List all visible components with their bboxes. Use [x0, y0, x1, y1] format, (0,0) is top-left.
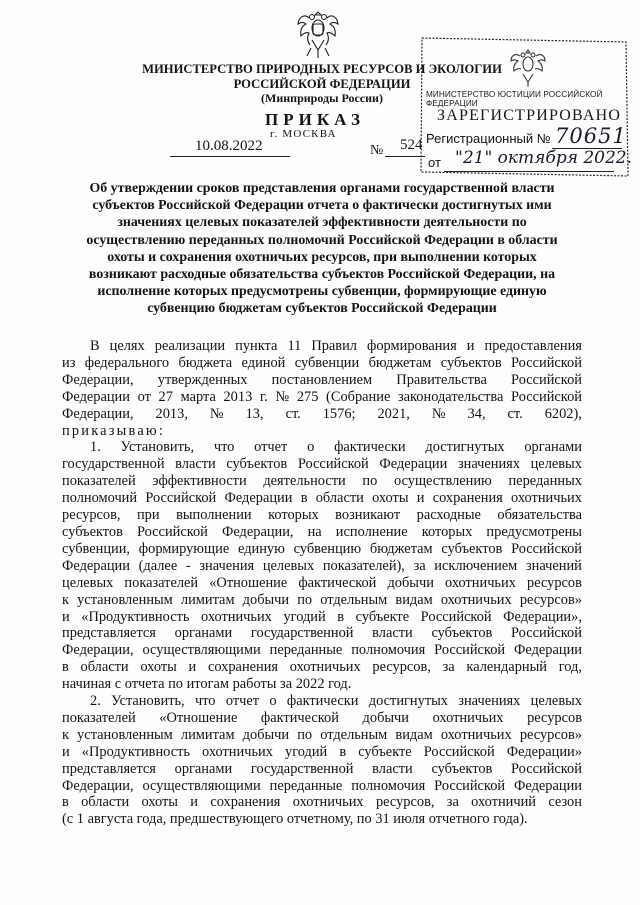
- body-word: добычи: [362, 709, 409, 726]
- body-word: и: [188, 659, 197, 676]
- document-type: ПРИКАЗ: [265, 110, 365, 129]
- title-line: субъектов Российской Федерации отчета о фактически достигнутых ими: [92, 198, 552, 214]
- body-word: субъектов: [441, 540, 503, 557]
- body-word: ст.: [285, 405, 301, 422]
- body-word: охотничьих: [440, 726, 512, 743]
- body-word: формирования: [367, 338, 457, 354]
- body-word: субъектов: [431, 625, 493, 642]
- body-word: полномочия: [351, 777, 426, 794]
- body-word: 1.: [90, 439, 101, 456]
- body-word: субъекте: [355, 608, 410, 625]
- body-word: значениях: [457, 456, 520, 473]
- body-word: власти: [372, 625, 413, 642]
- body-word: органами: [174, 625, 233, 642]
- body-word: лимитам: [180, 591, 235, 608]
- body-word: реализации: [154, 338, 226, 354]
- body-word: «Отношение: [209, 574, 288, 591]
- body-word: добычи: [242, 591, 290, 608]
- body-word: (Собрание: [326, 388, 391, 405]
- body-word: «Отношение: [159, 709, 238, 726]
- body-word: охотничьих: [289, 659, 361, 676]
- body-word: №: [431, 405, 446, 422]
- body-line: [62, 490, 582, 507]
- body-word: ресурсов,: [62, 507, 121, 524]
- body-word: области: [315, 490, 364, 507]
- body-word: переданные: [269, 642, 343, 659]
- body-word: расходные: [416, 507, 481, 524]
- body-word: субвенцию: [293, 540, 362, 557]
- body-word: переданные: [269, 777, 343, 794]
- body-word: Российской: [297, 456, 369, 473]
- body-word: марта: [180, 388, 216, 405]
- body-line: [62, 693, 582, 710]
- body-word: фактической: [260, 709, 339, 726]
- body-word: эффективности: [152, 473, 247, 490]
- body-line: [62, 592, 582, 609]
- body-word: которых: [421, 523, 473, 540]
- body-line: [62, 659, 582, 676]
- body-word: целевых: [262, 557, 315, 574]
- body-word: Российской: [136, 523, 208, 540]
- body-word: 2021,: [377, 405, 410, 422]
- body-word: и: [416, 490, 425, 507]
- body-word: охотничьих: [445, 574, 516, 591]
- body-word: субъекте: [358, 743, 412, 760]
- body-word: единую: [238, 540, 285, 557]
- body-line: [62, 473, 582, 490]
- title-line: значениях целевых показателей эффективности деятельности по: [117, 215, 527, 231]
- body-word: субъектов: [431, 760, 493, 777]
- date-underline: [170, 156, 290, 157]
- body-word: лимитам: [180, 726, 235, 743]
- body-word: отдельным: [320, 591, 388, 608]
- body-word: год,: [558, 659, 582, 676]
- body-word: субвенции: [294, 354, 360, 371]
- body-word: предоставления: [484, 338, 582, 354]
- body-word: осуществляющими: [142, 642, 261, 659]
- body-word: В: [90, 338, 100, 354]
- body-text: начиная с отчета по итогам работы за 2022 год.: [62, 676, 352, 693]
- body-word: целях: [109, 338, 145, 354]
- body-word: к: [62, 726, 69, 743]
- body-word: Российской: [145, 490, 217, 507]
- body-line: [62, 794, 582, 811]
- ministry-name: МИНИСТЕРСТВО ПРИРОДНЫХ РЕСУРСОВ И ЭКОЛОГИИ: [142, 62, 502, 76]
- body-word: 2013: [223, 388, 253, 405]
- body-word: Установить,: [120, 439, 195, 456]
- body-word: 275: [296, 388, 319, 405]
- body-word: Российской: [511, 371, 582, 388]
- body-word: Установить,: [111, 693, 185, 710]
- body-word: календарный: [466, 659, 547, 676]
- body-line: [62, 439, 582, 456]
- body-word: субъектов: [62, 523, 123, 540]
- body-word: Федерации»: [506, 743, 582, 760]
- body-word: исполнение: [335, 523, 408, 540]
- body-word: полномочий: [62, 490, 138, 507]
- body-word: ресурсов,: [372, 659, 431, 676]
- body-word: осуществлению: [394, 473, 492, 490]
- body-word: видам: [395, 591, 433, 608]
- stamp-date-underline: [444, 171, 614, 172]
- body-word: Российской: [423, 743, 495, 760]
- body-word: формирующие: [138, 540, 230, 557]
- body-word: полномочия: [351, 642, 426, 659]
- body-word: показателей: [62, 473, 136, 490]
- body-line: [62, 811, 582, 828]
- body-word: сохранения: [432, 490, 503, 507]
- body-line: [62, 778, 582, 795]
- body-word: установленным: [77, 591, 173, 608]
- body-word: охотничьих: [432, 709, 504, 726]
- body-word: Федерации,: [62, 405, 134, 422]
- body-word: Российской: [434, 777, 506, 794]
- document-title: [62, 180, 582, 318]
- body-line: [62, 642, 582, 659]
- body-word: по: [297, 726, 313, 743]
- body-word: о: [307, 439, 315, 456]
- body-line: [62, 761, 582, 778]
- body-word: угодий: [285, 743, 328, 760]
- stamp-ministry-name: МИНИСТЕРСТВО ЮСТИЦИИ РОССИЙСКОЙ ФЕДЕРАЦИИ: [426, 90, 603, 108]
- body-word: достигнутых: [425, 439, 505, 456]
- body-line: [62, 558, 582, 575]
- body-word: отчет: [254, 439, 288, 456]
- body-word: к: [62, 591, 69, 608]
- body-word: что: [194, 693, 216, 710]
- body-word: федерального: [84, 354, 170, 371]
- body-word: субвенции,: [62, 540, 131, 557]
- body-word: г.: [259, 388, 268, 405]
- body-word: Федерации: [514, 777, 582, 794]
- title-line: осуществлению переданных полномочий Российской Федерации в области: [86, 232, 558, 248]
- body-word: исключением: [434, 557, 518, 574]
- body-word: значения: [199, 557, 255, 574]
- body-word: власти: [175, 456, 216, 473]
- body-word: (далее: [138, 557, 178, 574]
- body-word: в: [337, 608, 345, 625]
- number-sign: №: [370, 143, 384, 158]
- body-word: и: [190, 794, 198, 811]
- body-word: ресурсов»: [519, 726, 582, 743]
- body-word: фактической: [298, 574, 377, 591]
- body-word: 6202),: [544, 405, 582, 422]
- body-word: отдельным: [320, 726, 388, 743]
- body-word: власти: [372, 760, 413, 777]
- order-date: 10.08.2022: [195, 138, 263, 154]
- body-word: ресурсов: [527, 574, 582, 591]
- body-word: достигнутых: [368, 693, 448, 710]
- body-word: 13,: [245, 405, 264, 422]
- body-word: Федерации,: [62, 642, 134, 659]
- body-word: Правил: [311, 338, 357, 354]
- body-word: единой: [241, 354, 286, 371]
- body-word: Российской: [511, 625, 582, 642]
- body-line: [62, 338, 582, 355]
- body-word: показателей),: [322, 557, 405, 574]
- body-line: [62, 575, 582, 592]
- body-word: из: [62, 354, 76, 371]
- body-word: 1576;: [322, 405, 356, 422]
- body-word: 2.: [90, 693, 101, 710]
- stamp-from-label: от: [428, 155, 441, 170]
- body-word: ст.: [507, 405, 523, 422]
- body-word: бюджета: [178, 354, 233, 371]
- body-word: предусмотрены: [486, 523, 582, 540]
- body-text: (с 1 августа года, предшествующего отчетному, по 31 июля отчетного года).: [62, 811, 528, 828]
- body-word: 34,: [467, 405, 486, 422]
- body-word: и: [466, 338, 475, 354]
- stamp-reg-date: "21" октября 2022.: [455, 148, 633, 168]
- title-line: исполнение которых предусмотрены субвенции, формирующие единую: [97, 284, 547, 300]
- body-word: Российской: [511, 540, 582, 557]
- title-line: охоты и сохранения охотничьих ресурсов, при выполнении которых: [107, 249, 537, 265]
- body-word: охоты: [141, 794, 178, 811]
- body-word: утвержденных: [157, 371, 248, 388]
- body-word: -: [185, 557, 191, 574]
- stamp-reg-number: 70651: [555, 124, 627, 148]
- body-word: в: [62, 659, 69, 676]
- body-word: «Продуктивность: [81, 608, 190, 625]
- body-word: Федерации: [224, 490, 293, 507]
- body-word: и: [62, 608, 70, 625]
- body-word: в: [339, 743, 347, 760]
- body-line: [62, 676, 582, 693]
- body-word: охоты: [140, 659, 177, 676]
- body-word: целевых: [530, 456, 582, 473]
- order-number: 524: [400, 137, 423, 153]
- body-word: Федерации: [379, 456, 448, 473]
- body-word: 2013,: [155, 405, 188, 422]
- body-word: фактически: [286, 693, 359, 710]
- body-word: по: [297, 591, 313, 608]
- body-word: Федерации: [62, 388, 130, 405]
- body-word: охотничьих: [440, 591, 512, 608]
- body-line: [62, 355, 582, 372]
- body-word: видам: [395, 726, 433, 743]
- body-word: бюджетам: [368, 354, 432, 371]
- body-word: о: [269, 693, 277, 710]
- stamp-reg-number-label: Регистрационный №: [426, 131, 551, 146]
- body-line: [62, 710, 582, 727]
- body-word: ресурсов,: [375, 794, 435, 811]
- body-word: «Продуктивность: [81, 743, 190, 760]
- body-word: №: [275, 388, 290, 405]
- body-word: пункта: [235, 338, 278, 354]
- body-word: охотничьих: [292, 794, 364, 811]
- body-word: показателей: [124, 574, 199, 591]
- body-word: государственной: [62, 456, 165, 473]
- body-word: и: [62, 743, 70, 760]
- body-line: [62, 389, 582, 406]
- body-word: целевых: [530, 693, 582, 710]
- body-word: охотничьих: [511, 490, 582, 507]
- body-word: области: [80, 659, 129, 676]
- body-word: показателей: [62, 709, 136, 726]
- body-word: угодий: [283, 608, 326, 625]
- body-word: Правительства: [396, 371, 487, 388]
- body-word: органами: [524, 439, 582, 456]
- body-word: сезон: [548, 794, 582, 811]
- body-word: значений: [525, 557, 582, 574]
- body-word: охотничий: [471, 794, 536, 811]
- body-word: охоты: [372, 490, 409, 507]
- body-word: №: [209, 405, 224, 422]
- body-word: за: [413, 557, 426, 574]
- city: г. МОСКВА: [270, 128, 337, 140]
- body-word: за: [446, 794, 459, 811]
- title-line: субвенцию бюджетам субъектов Российской Федерации: [147, 301, 497, 317]
- body-word: деятельности: [263, 473, 346, 490]
- body-line: [62, 524, 582, 541]
- body-word: отчет: [225, 693, 260, 710]
- body-word: государственной: [250, 760, 354, 777]
- body-word: Федерации,: [62, 777, 134, 794]
- body-word: Российской: [511, 760, 582, 777]
- body-word: сохранения: [210, 794, 281, 811]
- body-word: охотничьих: [201, 608, 272, 625]
- body-word: возникают: [335, 507, 401, 524]
- body-word: которых: [268, 507, 319, 524]
- body-word: Федерации: [62, 557, 130, 574]
- body-word: установленным: [77, 726, 173, 743]
- body-word: субъектов: [440, 354, 502, 371]
- body-word: Федерации,: [221, 523, 294, 540]
- body-word: ресурсов»: [519, 591, 582, 608]
- body-word: при: [136, 507, 160, 524]
- body-word: от: [137, 388, 151, 405]
- body-word: осуществляющими: [142, 777, 261, 794]
- body-line: [62, 423, 582, 440]
- body-word: Федерации,: [62, 371, 134, 388]
- coat-of-arms-icon: [295, 6, 341, 62]
- body-word: субъектов: [226, 456, 288, 473]
- document-body: [62, 338, 582, 828]
- body-word: бюджетам: [369, 540, 433, 557]
- body-word: Российской: [420, 608, 492, 625]
- body-word: по: [362, 473, 378, 490]
- body-word: постановлением: [271, 371, 373, 388]
- body-word: Российской: [511, 354, 582, 371]
- body-word: Федерации»,: [503, 608, 582, 625]
- body-word: обязательства: [497, 507, 582, 524]
- title-line: возникают расходные обязательства субъектов Российской Федерации, на: [88, 267, 556, 283]
- body-word: в: [300, 490, 308, 507]
- body-line: [62, 609, 582, 626]
- title-line: Об утверждении сроков представления органами государственной власти: [89, 181, 555, 196]
- body-word: что: [213, 439, 235, 456]
- body-word: ресурсов: [527, 709, 582, 726]
- stamp-registered: ЗАРЕГИСТРИРОВАНО: [437, 107, 622, 124]
- body-word: сохранения: [207, 659, 279, 676]
- number-underline: [385, 156, 425, 157]
- body-line: [62, 727, 582, 744]
- body-word: государственной: [250, 625, 354, 642]
- body-word: законодательства: [397, 388, 504, 405]
- body-word: за: [442, 659, 455, 676]
- body-word: органами: [174, 760, 233, 777]
- body-word: 11: [287, 338, 302, 354]
- body-word: в: [62, 794, 69, 811]
- body-line: [62, 744, 582, 761]
- body-word: представляется: [62, 760, 156, 777]
- body-word: представляется: [62, 625, 156, 642]
- ministry-short-name: (Минприроды России): [261, 91, 383, 105]
- body-word: целевых: [62, 574, 114, 591]
- body-line: [62, 541, 582, 558]
- body-word: 27: [158, 388, 173, 405]
- body-word: области: [81, 794, 130, 811]
- body-word: переданных: [508, 473, 582, 490]
- body-word: выполнении: [176, 507, 252, 524]
- body-line: [62, 456, 582, 473]
- body-word: Российской: [434, 642, 506, 659]
- body-word: Российской: [511, 388, 582, 405]
- body-word: Федерации: [514, 642, 582, 659]
- body-word: добычи: [387, 574, 434, 591]
- body-text: приказываю:: [62, 422, 166, 439]
- body-word: охотничьих: [202, 743, 273, 760]
- ministry-country: РОССИЙСКОЙ ФЕДЕРАЦИИ: [233, 76, 411, 91]
- body-line: [62, 625, 582, 642]
- body-word: значениях: [458, 693, 521, 710]
- body-word: на: [307, 523, 322, 540]
- stamp-emblem-icon: [508, 46, 548, 88]
- body-line: [62, 507, 582, 524]
- body-word: добычи: [242, 726, 290, 743]
- body-line: [62, 406, 582, 423]
- body-line: [62, 372, 582, 389]
- body-word: фактически: [334, 439, 406, 456]
